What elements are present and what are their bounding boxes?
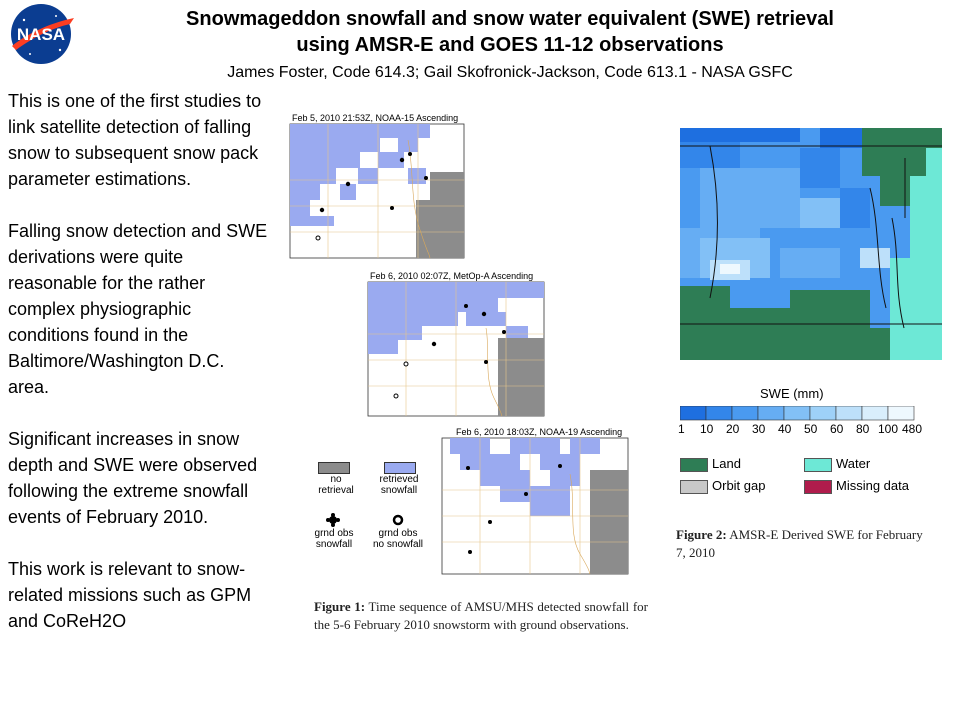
title-line-2: using AMSR-E and GOES 11-12 observations (296, 34, 724, 56)
panel-3-map (440, 424, 630, 576)
figure1-caption-text: Time sequence of AMSU/MHS detected snowfall for the 5-6 February 2010 snowstorm with ground observations. (314, 599, 648, 632)
authors-line: James Foster, Code 614.3; Gail Skofronick-Jackson, Code 613.1 - NASA GSFC (227, 64, 793, 81)
svg-text:NASA: NASA (16, 25, 66, 44)
colorbar-title: SWE (mm) (760, 386, 824, 401)
colorbar-ticks (676, 422, 926, 436)
legend-no-retrieval-label: no retrieval (318, 474, 354, 496)
tick-20: 20 (726, 422, 740, 436)
no-snowfall-obs-icon (394, 516, 402, 524)
figure2-swe-map (680, 128, 942, 360)
poster-title (100, 6, 920, 58)
tick-50: 50 (804, 422, 818, 436)
figure1-panel-2 (366, 268, 546, 418)
snowfall-obs-icon (326, 513, 340, 527)
figure2-colorbar (676, 386, 926, 438)
tick-60: 60 (830, 422, 844, 436)
tick-480: 480 (902, 422, 923, 436)
legend-no-retrieval-swatch (318, 462, 350, 474)
tick-80: 80 (856, 422, 870, 436)
figure1-panel-3 (440, 424, 630, 576)
figure1-caption-label: Figure 1: (314, 599, 366, 614)
panel-2-map (366, 268, 546, 418)
legend-grnd-obs-snowfall-label: grnd obs snowfall (314, 528, 354, 550)
legend-grnd-obs-no-snowfall-label: grnd obs no snowfall (372, 528, 424, 550)
land-swatch (680, 458, 708, 472)
paragraph-4: This work is relevant to snow-related missions such as GPM and CoReH2O (8, 559, 252, 631)
figure1-legend (310, 458, 430, 588)
water-swatch (804, 458, 832, 472)
legend-retrieved-snowfall-label: retrieved snowfall (379, 474, 419, 496)
nasa-meatball-icon (4, 2, 78, 66)
paragraph-2: Falling snow detection and SWE derivations were quite reasonable for the rather complex physiographic conditions found in the Baltimore/Washington D.C. area. (8, 221, 268, 397)
tick-30: 30 (752, 422, 766, 436)
tick-10: 10 (700, 422, 714, 436)
tick-40: 40 (778, 422, 792, 436)
land-label: Land (712, 456, 741, 471)
figure1-panel-1 (288, 110, 466, 260)
panel-1-title: Feb 5, 2010 21:53Z, NOAA-15 Ascending (292, 113, 459, 123)
legend-retrieved-snowfall-swatch (384, 462, 416, 474)
body-text-column (8, 88, 270, 660)
panel-2-title: Feb 6, 2010 02:07Z, MetOp-A Ascending (370, 271, 534, 281)
panel-3-title: Feb 6, 2010 18:03Z, NOAA-19 Ascending (456, 427, 623, 437)
water-label: Water (836, 456, 871, 471)
missing-data-swatch (804, 480, 832, 494)
orbit-gap-swatch (680, 480, 708, 494)
tick-100: 100 (878, 422, 899, 436)
figure2-caption-text: AMSR-E Derived SWE for February 7, 2010 (676, 527, 923, 560)
orbit-gap-label: Orbit gap (712, 478, 766, 493)
missing-data-label: Missing data (836, 478, 909, 493)
paragraph-3: Significant increases in snow depth and SWE were observed following the extreme snowfall events of February 2010. (8, 429, 258, 527)
swe-map-image (680, 128, 942, 360)
panel-1-map (288, 110, 466, 260)
figure1-caption (314, 598, 648, 634)
figure2-legend (680, 456, 940, 496)
paragraph-1: This is one of the first studies to link satellite detection of falling snow to subsequent snow pack parameter estimations. (8, 91, 262, 189)
colorbar-swatches (680, 406, 920, 422)
tick-1: 1 (678, 422, 685, 436)
nasa-logo (4, 2, 78, 66)
figure2-caption (676, 526, 926, 562)
title-line-1: Snowmageddon snowfall and snow water equivalent (SWE) retrieval (186, 8, 834, 30)
figure2-caption-label: Figure 2: (676, 527, 727, 542)
